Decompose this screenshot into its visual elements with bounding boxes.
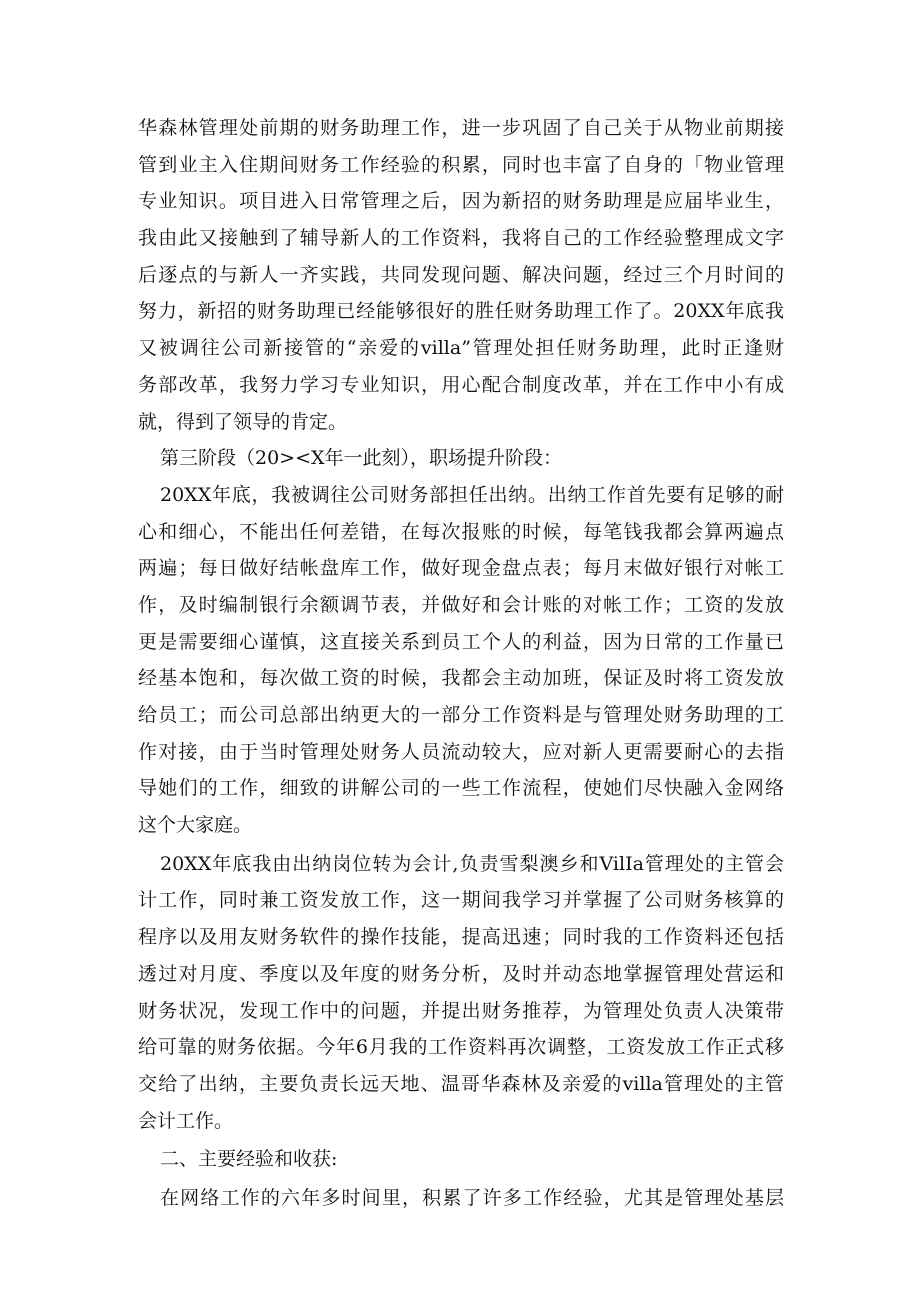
text-line: 又被调往公司新接管的“亲爱的villa”管理处担任财务助理，此时正逢财 [138, 337, 784, 360]
text-line: 华森林管理处前期的财务助理工作，进一步巩固了自己关于从物业前期接 [138, 117, 784, 139]
section-heading [138, 440, 784, 477]
text-line: 努力，新招的财务助理已经能够很好的胜任财务助理工作了。20XX年底我 [138, 300, 784, 323]
text-line: 计工作，同时兼工资发放工作，这一期间我学习并掌握了公司财务核算的 [138, 889, 784, 912]
text-line: 第三阶段（20><X年一此刻），职场提升阶段： [160, 447, 563, 470]
text-line: 导她们的工作，细致的讲解公司的一些工作流程，使她们尽快融入金网络 [138, 777, 784, 800]
document-body [138, 110, 784, 1217]
text-line: 程序以及用友财务软件的操作技能，提高迅速；同时我的工作资料还包括 [138, 926, 784, 949]
text-line: 给员工；而公司总部出纳更大的一部分工作资料是与管理处财务助理的工 [138, 704, 784, 726]
paragraph [138, 477, 784, 844]
text-line: 20XX年底，我被调往公司财务部担任出纳。出纳工作首先要有足够的耐 [160, 483, 784, 506]
text-line: 作对接，由于当时管理处财务人员流动较大，应对新人更需要耐心的去指 [138, 740, 784, 763]
paragraph [138, 1180, 784, 1217]
text-line: 交给了出纳，主要负责长远天地、温哥华森林及亲爱的villa管理处的主管 [138, 1072, 784, 1095]
paragraph [138, 110, 784, 440]
text-line: 务部改革，我努力学习专业知识，用心配合制度改革，并在工作中小有成 [138, 373, 784, 396]
text-line: 20XX年底我由出纳岗位转为会计,负责雪梨澳乡和VilIa管理处的主管会 [160, 852, 784, 875]
text-line: 后逐点的与新人一齐实践，共同发现问题、解决问题，经过三个月时间的 [138, 263, 784, 286]
text-line: 两遍；每日做好结帐盘库工作，做好现金盘点表；每月末做好银行对帐工 [138, 557, 784, 580]
text-line: 我由此又接触到了辅导新人的工作资料，我将自己的工作经验整理成文字 [138, 227, 784, 250]
text-line: 更是需要细心谨慎，这直接关系到员工个人的利益，因为日常的工作量已 [138, 630, 784, 653]
text-line: 管到业主入住期间财务工作经验的积累，同时也丰富了自身的「物业管理 [138, 153, 784, 176]
text-line: 给可靠的财务依据。今年6月我的工作资料再次调整，工资发放工作正式移 [138, 1036, 784, 1059]
text-line: 二、主要经验和收获: [160, 1148, 338, 1171]
text-line: 作，及时编制银行余额调节表，并做好和会计账的对帐工作；工资的发放 [138, 593, 784, 616]
text-line: 就，得到了领导的肯定。 [138, 410, 348, 433]
text-line: 在网络工作的六年多时间里，积累了许多工作经验，尤其是管理处基层 [160, 1186, 784, 1209]
text-line: 经基本饱和，每次做工资的时候，我都会主动加班，保证及时将工资发放 [138, 667, 784, 690]
text-line: 透过对月度、季度以及年度的财务分析，及时并动态地掌握管理处营运和 [138, 962, 784, 985]
text-line: 心和细心，不能出任何差错，在每次报账的时候，每笔钱我都会算两遍点 [138, 520, 784, 543]
text-line: 专业知识。项目进入日常管理之后，因为新招的财务助理是应届毕业生， [138, 190, 784, 213]
text-line: 财务状况，发现工作中的问题，并提出财务推荐，为管理处负责人决策带 [138, 999, 784, 1022]
paragraph [138, 846, 784, 1140]
text-line: 这个大家庭。 [138, 814, 253, 837]
text-line: 会计工作。 [138, 1109, 234, 1132]
section-heading [138, 1141, 784, 1178]
